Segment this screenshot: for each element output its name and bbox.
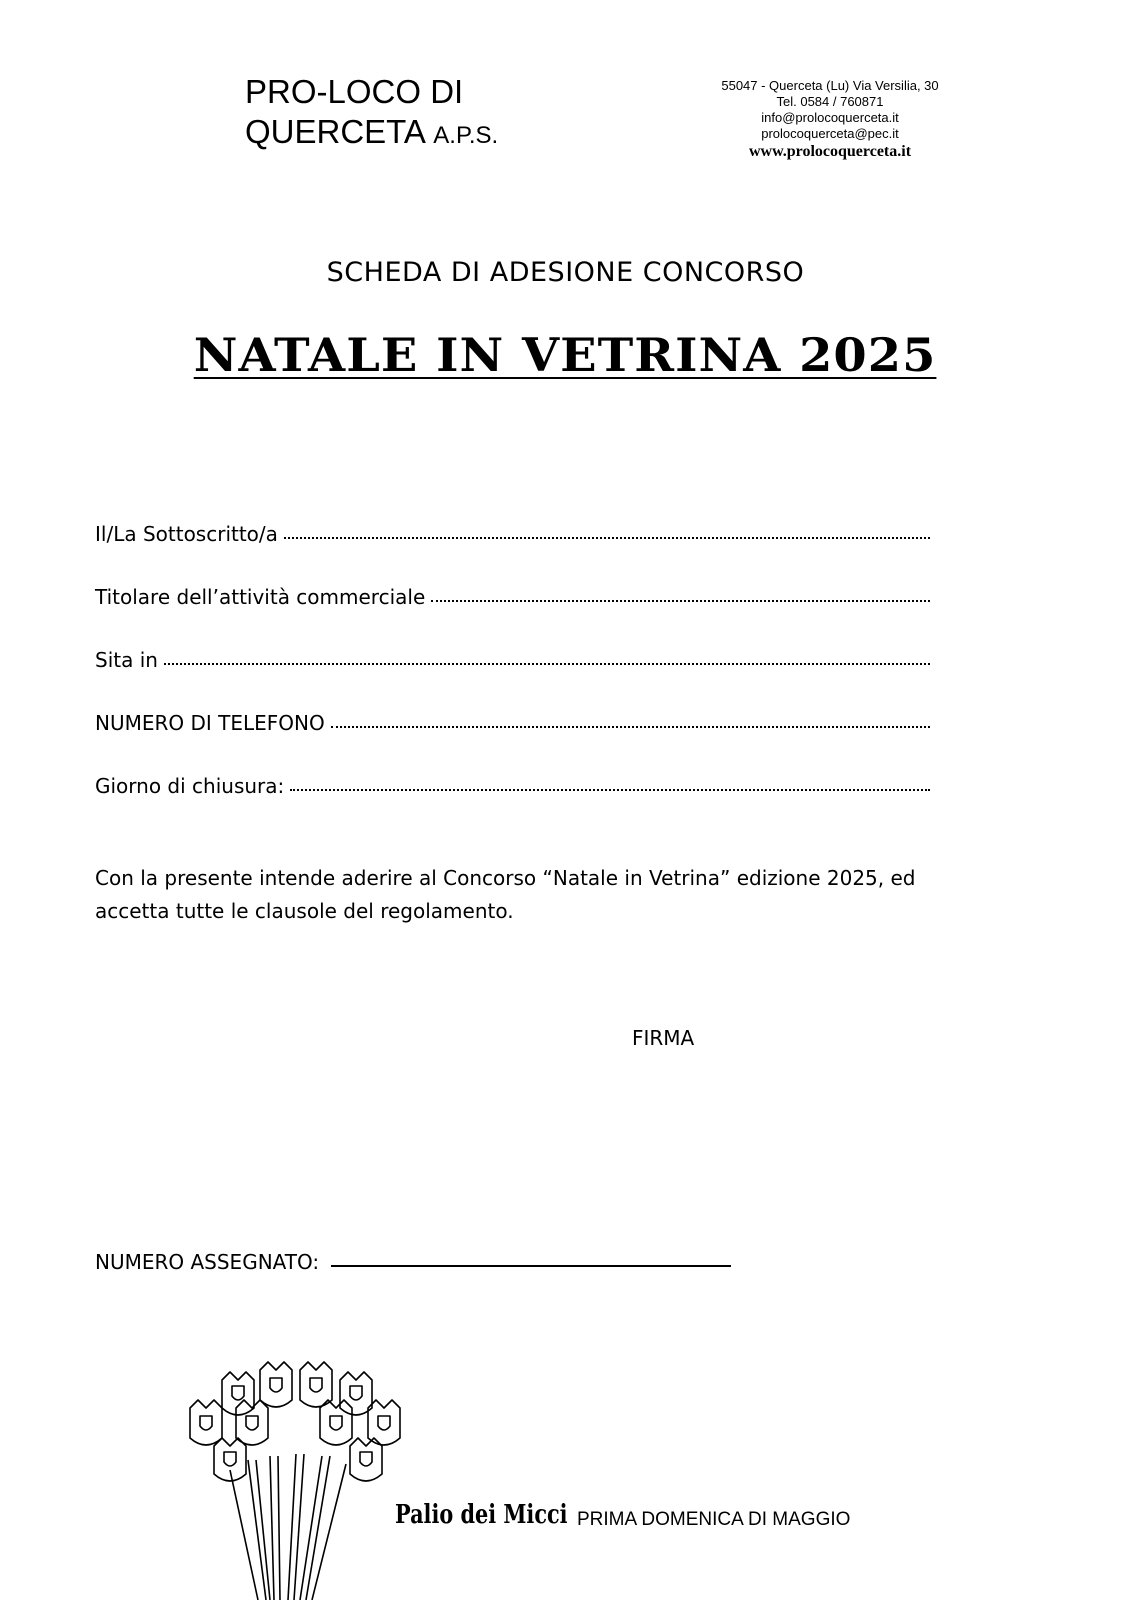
field-label: Il/La Sottoscritto/a	[95, 522, 278, 546]
contact-address: 55047 - Querceta (Lu) Via Versilia, 30	[721, 78, 939, 93]
assigned-number-label: NUMERO ASSEGNATO:	[95, 1250, 320, 1274]
contest-title	[0, 328, 1131, 382]
org-name-line1: PRO-LOCO DI	[245, 73, 464, 110]
field-subscriber[interactable]	[95, 522, 930, 552]
dotted-fill-line[interactable]	[290, 788, 930, 791]
signature-label: FIRMA	[632, 1026, 695, 1050]
dotted-fill-line[interactable]	[284, 536, 930, 539]
field-closing-day[interactable]	[95, 774, 930, 804]
palio-banners-logo-icon	[170, 1360, 430, 1600]
footer-tagline: PRIMA DOMENICA DI MAGGIO	[577, 1509, 851, 1530]
form-title: SCHEDA DI ADESIONE CONCORSO	[326, 257, 805, 288]
dotted-fill-line[interactable]	[331, 725, 930, 728]
contact-phone: Tel. 0584 / 760871	[776, 94, 884, 109]
dotted-fill-line[interactable]	[164, 662, 930, 665]
palio-dei-micci-brand: Palio dei Micci	[395, 1500, 568, 1530]
field-business-owner[interactable]	[95, 585, 930, 615]
contact-email: info@prolocoquerceta.it	[761, 110, 899, 125]
organization-name	[245, 72, 498, 156]
field-location[interactable]	[95, 648, 930, 678]
org-name-line2	[245, 112, 498, 156]
org-name-main: QUERCETA	[245, 113, 425, 150]
statement-text: Con la presente intende aderire al Concorso “Natale in Vetrina” edizione 2025, ed accetta tutte le clausole del regolamento.	[95, 866, 916, 923]
assigned-number[interactable]	[95, 1250, 731, 1274]
contact-pec: prolocoquerceta@pec.it	[761, 126, 899, 141]
contest-title-text: NATALE IN VETRINA 2025	[194, 328, 937, 382]
field-label: Giorno di chiusura:	[95, 774, 285, 798]
field-label: Sita in	[95, 648, 158, 672]
field-label: Titolare dell’attività commerciale	[95, 585, 426, 609]
contact-block	[700, 78, 960, 162]
assigned-number-line[interactable]	[331, 1264, 731, 1267]
contact-website: www.prolocoquerceta.it	[748, 143, 912, 160]
dotted-fill-line[interactable]	[431, 599, 930, 602]
org-suffix: A.P.S.	[433, 122, 499, 149]
field-label: NUMERO DI TELEFONO	[95, 711, 325, 735]
field-phone[interactable]	[95, 711, 930, 741]
